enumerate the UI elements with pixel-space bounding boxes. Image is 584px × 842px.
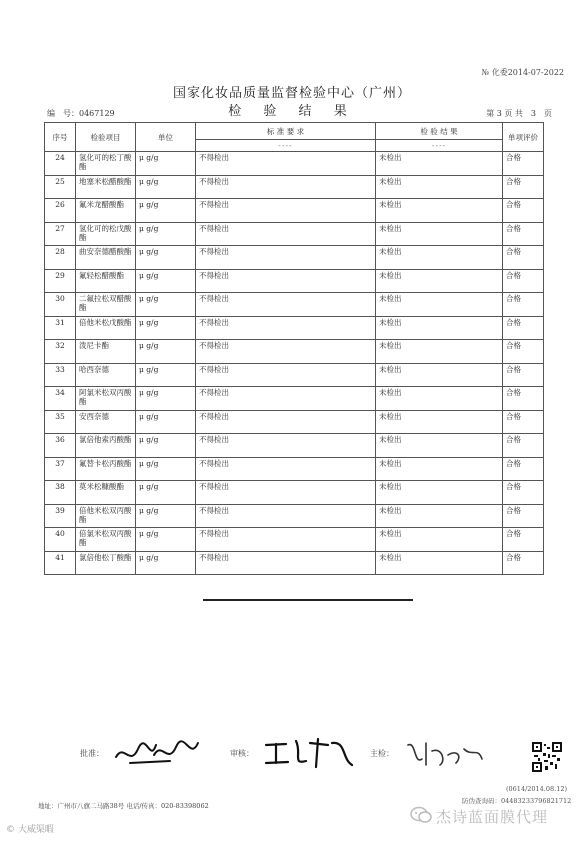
cell-result: 未检出 xyxy=(376,528,503,552)
cell-seq: 38 xyxy=(45,481,76,505)
cell-seq: 29 xyxy=(45,269,76,293)
cell-result: 未检出 xyxy=(376,504,503,528)
header-standard: 标 准 要 求 xyxy=(196,123,376,140)
cell-eval: 合格 xyxy=(503,481,544,505)
cell-standard: 不得检出 xyxy=(196,363,376,387)
cell-unit: μ g/g xyxy=(136,434,196,458)
table-row xyxy=(45,199,544,223)
cell-result: 未检出 xyxy=(376,152,503,176)
cell-unit: μ g/g xyxy=(136,481,196,505)
cell-seq: 34 xyxy=(45,387,76,411)
cell-result: 未检出 xyxy=(376,410,503,434)
cell-seq: 39 xyxy=(45,504,76,528)
cell-unit: μ g/g xyxy=(136,387,196,411)
cell-unit: μ g/g xyxy=(136,152,196,176)
cell-eval: 合格 xyxy=(503,222,544,246)
table-row xyxy=(45,481,544,505)
results-table xyxy=(44,122,544,575)
table-row xyxy=(45,504,544,528)
table-row xyxy=(45,340,544,364)
cell-standard: 不得检出 xyxy=(196,340,376,364)
cell-item: 倍氯米松双丙酸酯 xyxy=(76,528,136,552)
report-code xyxy=(47,108,115,119)
cell-result: 未检出 xyxy=(376,387,503,411)
watermark-right: 杰诗蓝面膜代理 xyxy=(436,808,549,826)
cell-standard: 不得检出 xyxy=(196,457,376,481)
wechat-icon xyxy=(410,806,432,828)
cell-result: 未检出 xyxy=(376,246,503,270)
cell-seq: 25 xyxy=(45,175,76,199)
table-row xyxy=(45,551,544,575)
cell-result: 未检出 xyxy=(376,269,503,293)
cell-seq: 24 xyxy=(45,152,76,176)
cell-seq: 37 xyxy=(45,457,76,481)
address-line: 地址：广州市八旗二马路38号 电话/传真：020-83398062 xyxy=(38,802,209,810)
institution-name: 国家化妆品质量监督检验中心（广州） xyxy=(172,86,411,101)
table-row xyxy=(45,410,544,434)
cell-standard: 不得检出 xyxy=(196,410,376,434)
cell-seq: 27 xyxy=(45,222,76,246)
header-result-dash: ---- xyxy=(376,140,503,152)
end-of-table-line xyxy=(203,599,413,601)
header-result: 检 验 结 果 xyxy=(376,123,503,140)
cell-eval: 合格 xyxy=(503,504,544,528)
cell-seq: 26 xyxy=(45,199,76,223)
version-note: (0614/2014.08.12) xyxy=(506,785,568,793)
cell-item: 倍他米松双丙酸酯 xyxy=(76,504,136,528)
header-seq: 序号 xyxy=(45,123,76,152)
cell-standard: 不得检出 xyxy=(196,387,376,411)
cell-eval: 合格 xyxy=(503,410,544,434)
cell-standard: 不得检出 xyxy=(196,269,376,293)
page-title: 检 验 结 果 xyxy=(228,104,356,119)
results-table-body xyxy=(45,152,544,575)
cell-item: 氟米龙醋酸酯 xyxy=(76,199,136,223)
table-row xyxy=(45,387,544,411)
review-signature xyxy=(262,733,357,779)
cell-result: 未检出 xyxy=(376,222,503,246)
cell-item: 氢化可的松丁酸酯 xyxy=(76,152,136,176)
cell-item: 氟轻松醋酸酯 xyxy=(76,269,136,293)
approve-signature-icon xyxy=(110,733,205,773)
report-code-value: 0467129 xyxy=(79,109,115,118)
cell-item: 氢化可的松戊酸酯 xyxy=(76,222,136,246)
cell-eval: 合格 xyxy=(503,152,544,176)
cell-item: 倍他米松戊酸酯 xyxy=(76,316,136,340)
cell-item: 二氟拉松双醋酸酯 xyxy=(76,293,136,317)
cell-unit: μ g/g xyxy=(136,222,196,246)
inspect-signature xyxy=(402,737,487,777)
cell-unit: μ g/g xyxy=(136,504,196,528)
cell-eval: 合格 xyxy=(503,316,544,340)
cell-unit: μ g/g xyxy=(136,269,196,293)
cell-eval: 合格 xyxy=(503,340,544,364)
approve-signature xyxy=(110,733,205,779)
cell-unit: μ g/g xyxy=(136,199,196,223)
page-info: 第 3 页 共 3 页 xyxy=(486,109,552,118)
cell-seq: 32 xyxy=(45,340,76,364)
cell-unit: μ g/g xyxy=(136,551,196,575)
cell-result: 未检出 xyxy=(376,340,503,364)
cell-item: 地塞米松醋酸酯 xyxy=(76,175,136,199)
cell-standard: 不得检出 xyxy=(196,504,376,528)
cell-eval: 合格 xyxy=(503,528,544,552)
inspect-label: 主检： xyxy=(370,749,394,758)
cell-result: 未检出 xyxy=(376,175,503,199)
cell-unit: μ g/g xyxy=(136,410,196,434)
cell-seq: 36 xyxy=(45,434,76,458)
cell-eval: 合格 xyxy=(503,199,544,223)
cell-item: 氯倍他松丁酸酯 xyxy=(76,551,136,575)
cell-standard: 不得检出 xyxy=(196,293,376,317)
header-unit: 单位 xyxy=(136,123,196,152)
cell-eval: 合格 xyxy=(503,457,544,481)
report-code-label: 编 号： xyxy=(47,109,79,118)
header-evaluation: 单项评价 xyxy=(503,123,544,152)
cell-eval: 合格 xyxy=(503,551,544,575)
table-row xyxy=(45,528,544,552)
cell-eval: 合格 xyxy=(503,387,544,411)
cell-seq: 31 xyxy=(45,316,76,340)
cell-standard: 不得检出 xyxy=(196,434,376,458)
cell-standard: 不得检出 xyxy=(196,175,376,199)
cell-seq: 30 xyxy=(45,293,76,317)
cell-standard: 不得检出 xyxy=(196,528,376,552)
cell-result: 未检出 xyxy=(376,457,503,481)
cell-result: 未检出 xyxy=(376,199,503,223)
cell-eval: 合格 xyxy=(503,434,544,458)
cell-item: 安西奈德 xyxy=(76,410,136,434)
cell-result: 未检出 xyxy=(376,481,503,505)
cell-item: 哈西奈德 xyxy=(76,363,136,387)
cell-item: 阿氯米松双丙酸酯 xyxy=(76,387,136,411)
cell-unit: μ g/g xyxy=(136,293,196,317)
cell-item: 莫米松糠酸酯 xyxy=(76,481,136,505)
cell-unit: μ g/g xyxy=(136,363,196,387)
cell-standard: 不得检出 xyxy=(196,152,376,176)
cell-eval: 合格 xyxy=(503,363,544,387)
cell-standard: 不得检出 xyxy=(196,246,376,270)
review-signature-icon xyxy=(262,733,357,773)
cell-seq: 40 xyxy=(45,528,76,552)
cell-eval: 合格 xyxy=(503,246,544,270)
cell-unit: μ g/g xyxy=(136,246,196,270)
cert-label: 防伪查询码： xyxy=(462,797,501,805)
cell-seq: 41 xyxy=(45,551,76,575)
table-row xyxy=(45,293,544,317)
cell-item: 氟替卡松丙酸酯 xyxy=(76,457,136,481)
header-standard-dash: ---- xyxy=(196,140,376,152)
table-row xyxy=(45,434,544,458)
watermark-left: © 大威渠暇 xyxy=(6,825,54,835)
header-item: 检验项目 xyxy=(76,123,136,152)
cert-info xyxy=(462,796,571,805)
cell-eval: 合格 xyxy=(503,293,544,317)
cell-item: 氯倍他索丙酸酯 xyxy=(76,434,136,458)
table-row xyxy=(45,152,544,176)
table-row xyxy=(45,269,544,293)
approve-label: 批准： xyxy=(80,749,104,758)
cell-result: 未检出 xyxy=(376,363,503,387)
cell-unit: μ g/g xyxy=(136,528,196,552)
table-row xyxy=(45,175,544,199)
cell-standard: 不得检出 xyxy=(196,222,376,246)
cell-result: 未检出 xyxy=(376,434,503,458)
table-row xyxy=(45,316,544,340)
review-label: 审核： xyxy=(230,749,254,758)
cell-eval: 合格 xyxy=(503,175,544,199)
table-row xyxy=(45,363,544,387)
table-row xyxy=(45,246,544,270)
document-number: № 化委2014-07-2022 xyxy=(481,68,564,77)
inspect-signature-icon xyxy=(402,737,487,771)
table-row xyxy=(45,457,544,481)
cell-item: 泼尼卡酯 xyxy=(76,340,136,364)
cell-seq: 35 xyxy=(45,410,76,434)
cell-standard: 不得检出 xyxy=(196,316,376,340)
cell-result: 未检出 xyxy=(376,551,503,575)
cell-result: 未检出 xyxy=(376,316,503,340)
cell-standard: 不得检出 xyxy=(196,199,376,223)
cell-seq: 28 xyxy=(45,246,76,270)
cell-unit: μ g/g xyxy=(136,340,196,364)
cell-unit: μ g/g xyxy=(136,175,196,199)
cell-result: 未检出 xyxy=(376,293,503,317)
cell-eval: 合格 xyxy=(503,269,544,293)
cell-standard: 不得检出 xyxy=(196,481,376,505)
cell-unit: μ g/g xyxy=(136,457,196,481)
cell-unit: μ g/g xyxy=(136,316,196,340)
cell-standard: 不得检出 xyxy=(196,551,376,575)
cell-item: 曲安奈德醋酸酯 xyxy=(76,246,136,270)
cell-seq: 33 xyxy=(45,363,76,387)
table-row xyxy=(45,222,544,246)
cert-value: 04483233796821712 xyxy=(501,797,572,805)
qr-code-icon xyxy=(532,742,562,772)
